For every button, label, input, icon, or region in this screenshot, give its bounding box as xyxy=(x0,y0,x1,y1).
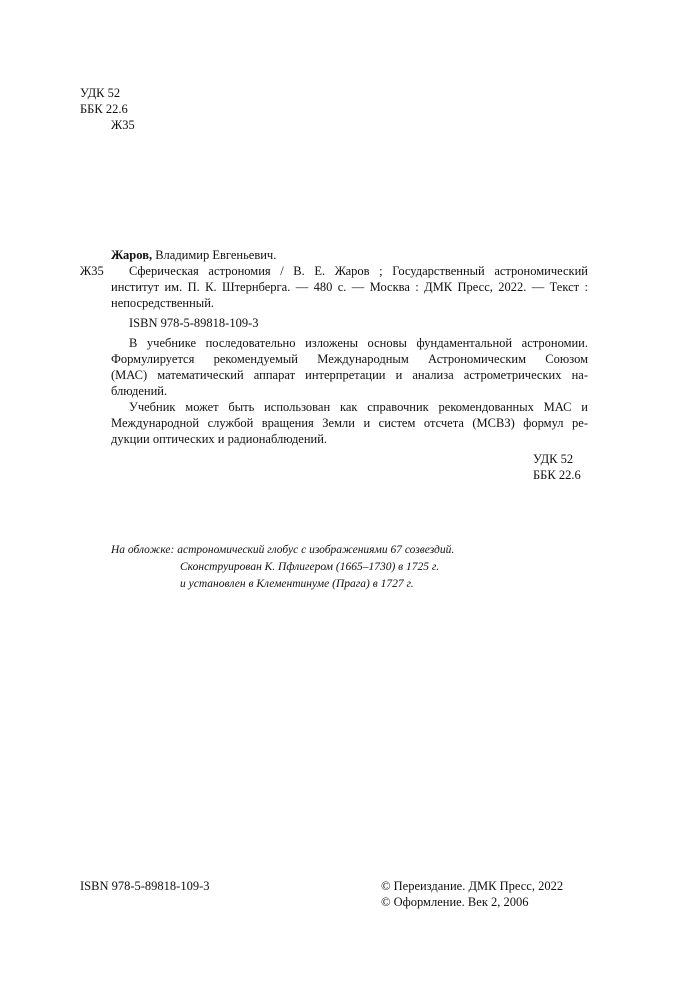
footer-isbn: ISBN 978-5-89818-109-3 xyxy=(80,879,210,893)
udk-code: УДК 52 xyxy=(80,86,121,100)
abstract-line: (МАС) математический аппарат интерпретации и анализа астрометрических на- xyxy=(111,368,588,382)
record-udk: УДК 52 xyxy=(533,452,574,466)
abstract-line: В учебнике последовательно изложены основы фундаментальной астрономии. xyxy=(129,336,588,350)
abstract-line: блюдений. xyxy=(111,384,168,398)
abstract-line: дукции оптических и радионаблюдений. xyxy=(111,432,328,446)
title-line: Сферическая астрономия / В. Е. Жаров ; Государственный астрономический xyxy=(129,264,588,278)
isbn-record: ISBN 978-5-89818-109-3 xyxy=(129,316,259,330)
author-surname: Жаров, xyxy=(111,248,153,262)
cover-note: и установлен в Клементинуме (Прага) в 1727 г. xyxy=(180,578,414,590)
copyright-reissue: © Переиздание. ДМК Пресс, 2022 xyxy=(381,879,564,893)
record-author-mark: Ж35 xyxy=(80,264,104,278)
title-line: институт им. П. К. Штернберга. — 480 с. — Москва : ДМК Пресс, 2022. — Текст : xyxy=(111,280,588,294)
bbk-code: ББК 22.6 xyxy=(80,102,128,116)
record-bbk: ББК 22.6 xyxy=(533,468,581,482)
classification-codes xyxy=(80,85,135,133)
cover-note: На обложке: астрономический глобус с изображениями 67 созвездий. xyxy=(111,544,455,556)
abstract-line: Формулируется рекомендуемый Международным Астрономическим Союзом xyxy=(111,352,588,366)
author-heading xyxy=(111,247,276,263)
abstract-line: Учебник может быть использован как справочник рекомендованных МАС и xyxy=(129,400,588,414)
author-name: Владимир Евгеньевич. xyxy=(152,248,277,262)
cover-note: Сконструирован К. Пфлигером (1665–1730) в 1725 г. xyxy=(180,561,440,573)
title-line: непосредственный. xyxy=(111,296,215,310)
abstract-line: Международной службой вращения Земли и систем отсчета (МСВЗ) формул ре- xyxy=(111,416,588,430)
copyright-design: © Оформление. Век 2, 2006 xyxy=(381,895,529,909)
author-mark: Ж35 xyxy=(111,118,135,132)
